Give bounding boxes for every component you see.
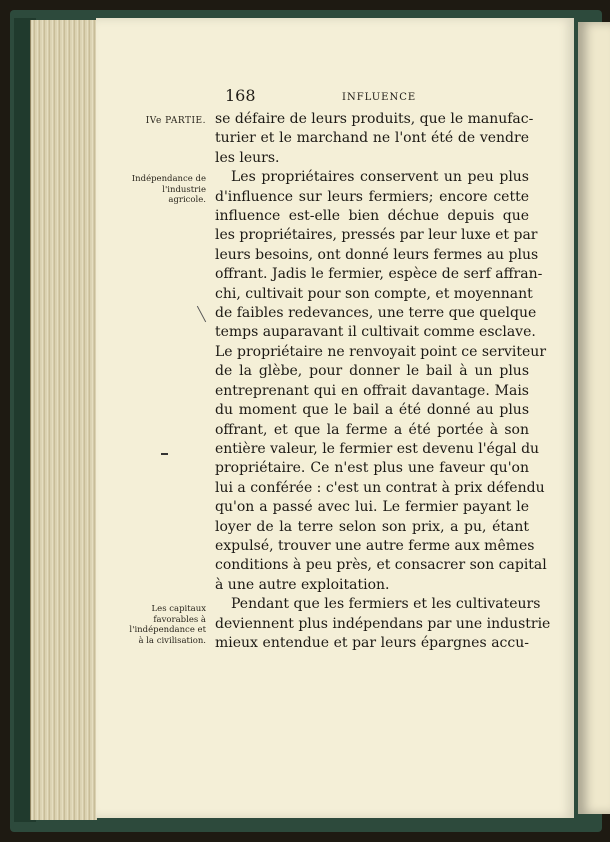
text-line: les propriétaires, pressés par leur luxe et par: [215, 227, 538, 244]
margin-dash-mark: [161, 453, 168, 455]
text-line: d'influence sur leurs fermiers; encore cette: [215, 188, 529, 205]
text-line: loyer de la terre selon son prix, a pu, étant: [215, 518, 529, 535]
text-line: conditions à peu près, et consacrer son capital: [215, 557, 547, 574]
text-line: du moment que le bail a été donné au plus: [215, 402, 529, 419]
text-line: offrant. Jadis le fermier, espèce de serf affran-: [215, 266, 543, 283]
text-line: de faibles redevances, une terre que quelque: [215, 305, 537, 322]
text-line: expulsé, trouver une autre ferme aux mêmes: [215, 537, 535, 554]
text-line: influence est-elle bien déchue depuis que: [215, 208, 529, 225]
text-line: de la glèbe, pour donner le bail à un plus: [215, 363, 529, 380]
margin-note: Indépendance de l'industrie agricole.: [131, 174, 206, 205]
running-head: INFLUENCE: [342, 92, 417, 103]
text-line: chi, cultivait pour son compte, et moyennant: [215, 285, 533, 302]
text-line: propriétaire. Ce n'est plus une faveur qu'on: [215, 460, 529, 477]
text-line: mieux entendue et par leurs épargnes accu-: [215, 634, 529, 651]
text-line: qu'on a passé avec lui. Le fermier payant le: [215, 499, 529, 516]
text-line: lui a conférée : c'est un contrat à prix défendu: [215, 479, 545, 496]
text-line: Les propriétaires conservent un peu plus: [231, 169, 529, 186]
margin-note: Les capitaux favorables à l'indépendance et à la civilisation.: [129, 604, 206, 646]
page-number: 168: [225, 86, 256, 105]
text-line: deviennent plus indépendans par une industrie: [215, 615, 551, 632]
text-line: offrant, et que la ferme a été portée à son: [215, 421, 529, 438]
text-line: entière valeur, le fermier est devenu l'égal du: [215, 440, 540, 457]
body-text: [215, 110, 551, 653]
text-line: turier et le marchand ne l'ont été de vendre: [215, 130, 529, 147]
text-line: à une autre exploitation.: [215, 576, 390, 593]
text-line: Pendant que les fermiers et les cultivateurs: [231, 596, 541, 613]
part-label: IVe PARTIE.: [145, 116, 206, 126]
text-line: Le propriétaire ne renvoyait point ce serviteur: [215, 343, 547, 360]
text-line: temps auparavant il cultivait comme esclave.: [215, 324, 536, 341]
text-line: leurs besoins, ont donné leurs fermes au plus: [215, 246, 539, 263]
text-line: entreprenant qui en offrait davantage. Mais: [215, 382, 529, 399]
facing-page-edge: [578, 22, 610, 814]
text-line: les leurs.: [215, 149, 280, 166]
text-line: se défaire de leurs produits, que le manufac-: [215, 111, 534, 127]
page-edges: [30, 20, 97, 820]
